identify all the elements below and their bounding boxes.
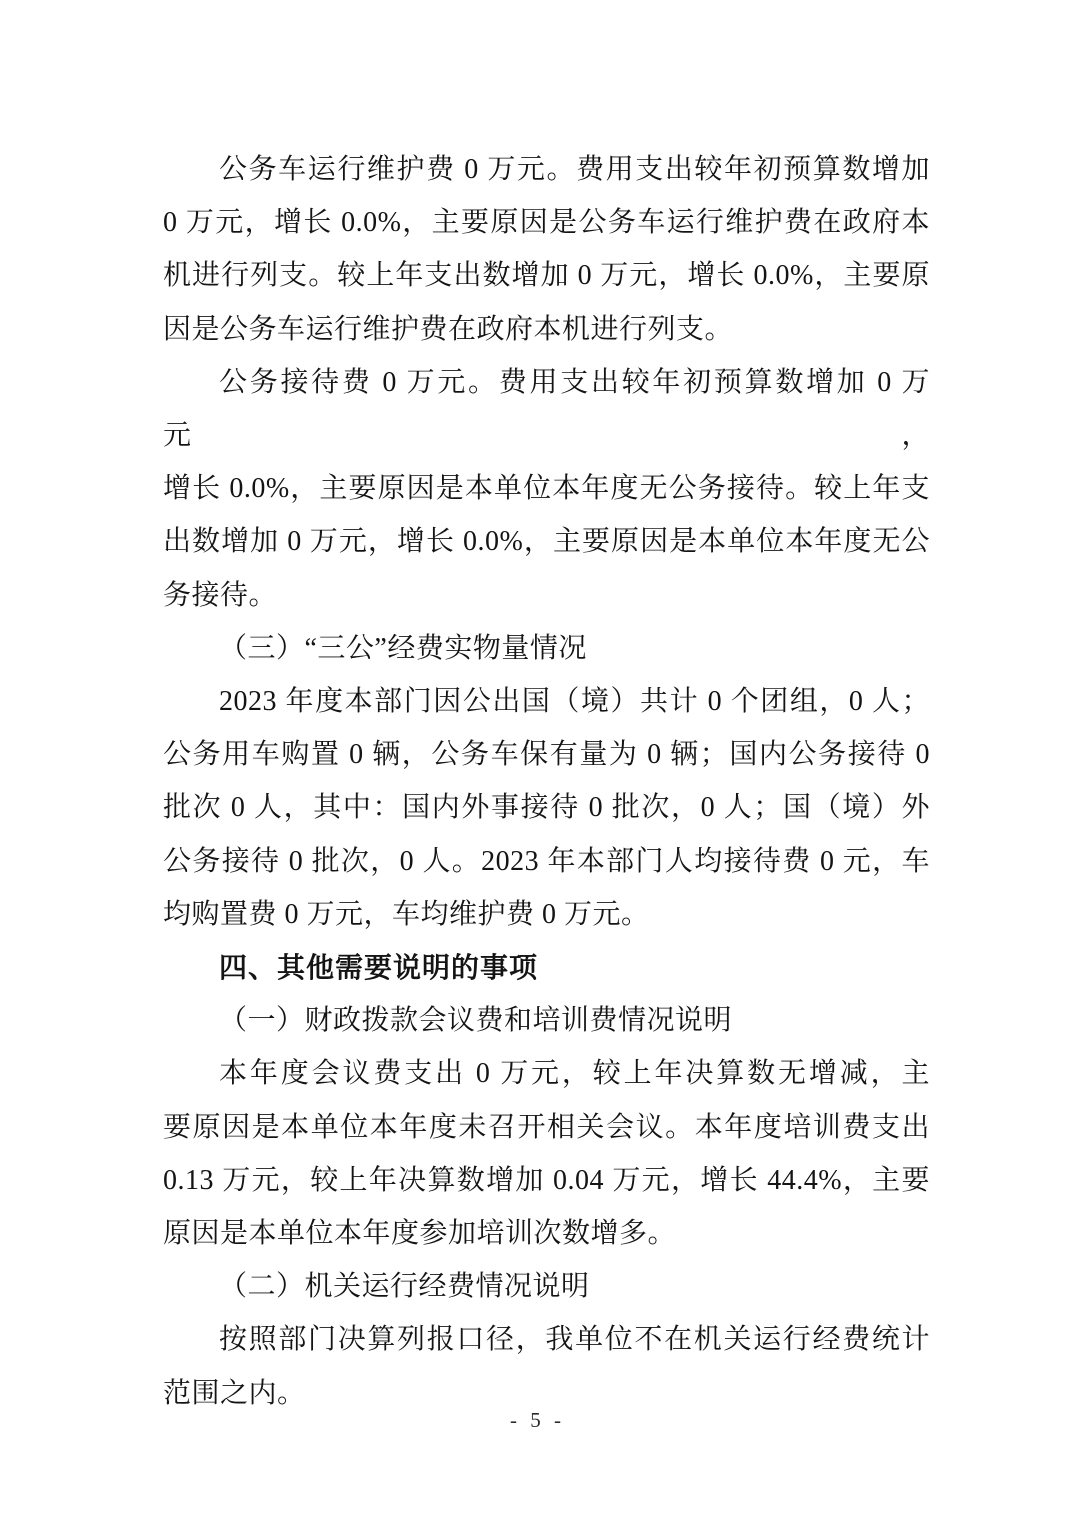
text-line: （二）机关运行经费情况说明 [219,1271,590,1303]
page-number: - 5 - [510,1408,565,1432]
text-line: 原因是本单位本年度参加培训次数增多。 [163,1218,677,1250]
text-line: 增长 0.0%，主要原因是本单位本年度无公务接待。较上年支 [163,473,930,505]
text-line: 因是公务车运行维护费在政府本机进行列支。 [163,313,734,345]
text-line: 出数增加 0 万元，增长 0.0%，主要原因是本单位本年度无公 [163,526,930,558]
text-line: （一）财政拨款会议费和培训费情况说明 [219,1005,733,1037]
subheading-three-public-expenses-physical-quantity [163,622,930,675]
heading-other-matters [163,941,930,994]
text-line: 均购置费 0 万元，车均维护费 0 万元。 [163,898,650,930]
text-line: 范围之内。 [163,1377,306,1409]
text-line: 要原因是本单位本年度未召开相关会议。本年度培训费支出 [163,1111,930,1143]
text-line: 0 万元，增长 0.0%，主要原因是公务车运行维护费在政府本 [163,207,930,239]
text-line: 务接待。 [163,579,278,611]
text-line: 0.13 万元，较上年决算数增加 0.04 万元，增长 44.4%，主要 [163,1164,930,1196]
para-official-vehicle-maintenance-fee [163,143,930,356]
text-line: （三）“三公”经费实物量情况 [219,632,587,664]
para-official-reception-fee [163,356,930,622]
text-line: 公务接待 0 批次，0 人。2023 年本部门人均接待费 0 元，车 [163,845,930,877]
subheading-meeting-and-training-fee [163,994,930,1047]
text-line: 公务车运行维护费 0 万元。费用支出较年初预算数增加 [219,154,930,185]
text-line: 公务接待费 0 万元。费用支出较年初预算数增加 0 万元， [163,366,930,452]
text-line: 机进行列支。较上年支出数增加 0 万元，增长 0.0%，主要原 [163,260,930,292]
para-agency-operating-funds-detail [163,1313,930,1419]
text-line: 公务用车购置 0 辆，公务车保有量为 0 辆；国内公务接待 0 [163,739,930,771]
text-line: 按照部门决算列报口径，我单位不在机关运行经费统计 [219,1324,930,1356]
text-line: 四、其他需要说明的事项 [219,952,539,984]
text-line: 本年度会议费支出 0 万元，较上年决算数无增减，主 [219,1058,930,1090]
subheading-agency-operating-funds [163,1260,930,1313]
document-body [163,143,930,1420]
text-line: 批次 0 人，其中：国内外事接待 0 批次，0 人；国（境）外 [163,792,930,824]
para-three-public-expenses-detail [163,675,930,941]
para-meeting-and-training-fee-detail [163,1047,930,1260]
text-line: 2023 年度本部门因公出国（境）共计 0 个团组，0 人； [219,686,930,718]
